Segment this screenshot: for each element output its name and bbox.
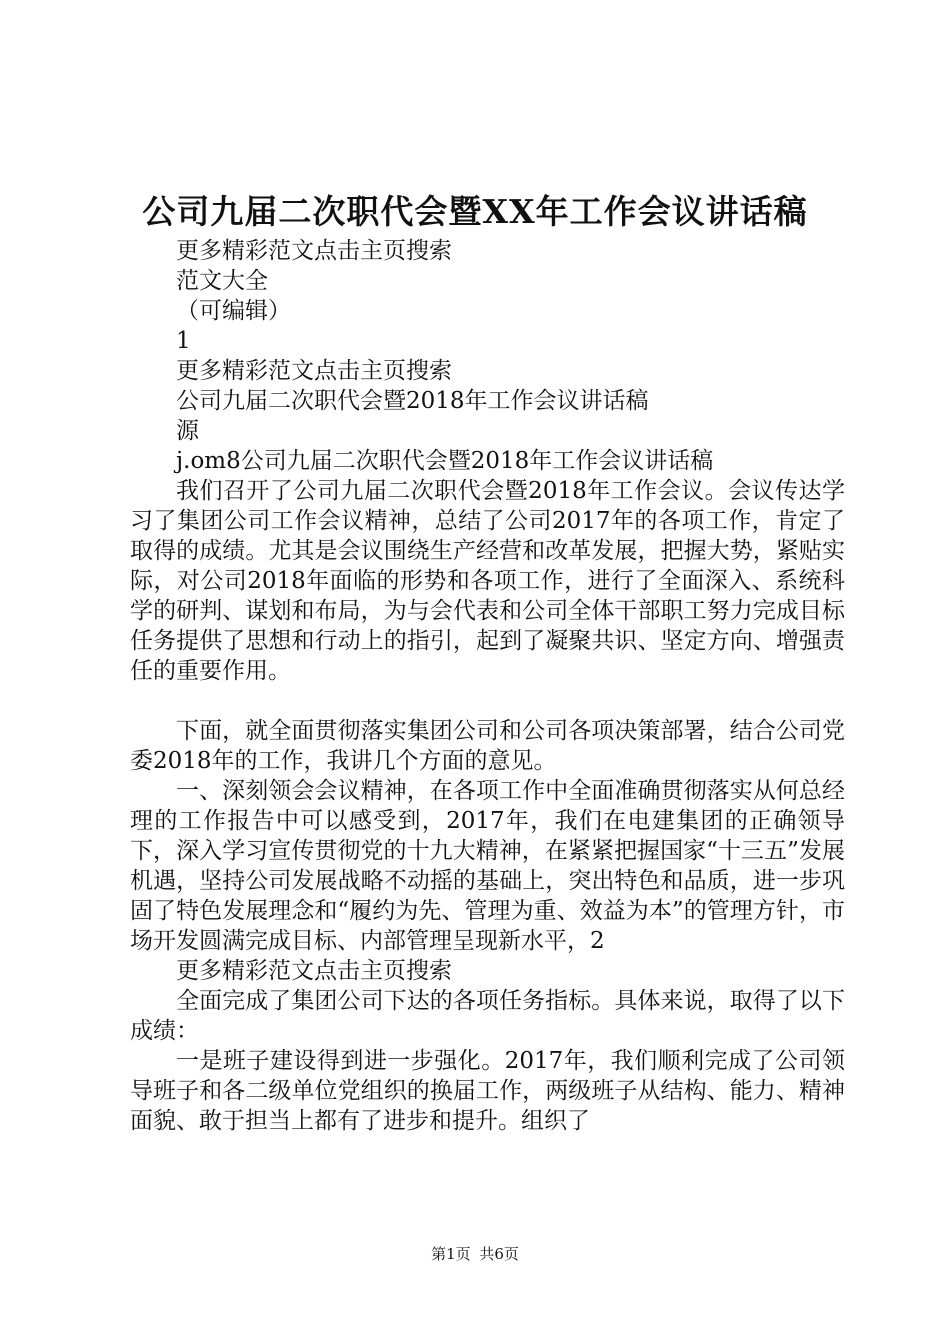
page-number: 第1页 <box>431 1245 471 1263</box>
paragraph: 源 <box>176 418 199 444</box>
paragraph: 我们召开了公司九届二次职代会暨2018年工作会议。会议传达学习了集团公司工作会议精神，总结了公司2017年的各项工作，肯定了取得的成绩。尤其是会议围绕生产经营和改革发展，把握大势，紧贴实际，对公司2018年面临的形势和各项工作，进行了全面深入、系统科学的研判、谋划和布局，为与会代表和公司全体干部职工努力完成目标任务提供了思想和行动上的指引，起到了凝聚共识、坚定方向、增强责任的重要作用。 <box>130 478 845 684</box>
blank-line <box>130 686 845 716</box>
paragraph: 全面完成了集团公司下达的各项任务指标。具体来说，取得了以下成绩： <box>130 988 845 1044</box>
document-title: 公司九届二次职代会暨XX年工作会议讲话稿 <box>142 192 808 231</box>
paragraph: 下面，就全面贯彻落实集团公司和公司各项决策部署，结合公司党委2018年的工作，我讲几个方面的意见。 <box>130 718 845 774</box>
paragraph: j.om8公司九届二次职代会暨2018年工作会议讲话稿 <box>176 448 714 474</box>
paragraph: 范文大全 <box>176 268 268 294</box>
paragraph: 一是班子建设得到进一步强化。2017年，我们顺利完成了公司领导班子和各二级单位党组织的换届工作，两级班子从结构、能力、精神面貌、敢于担当上都有了进步和提升。组织了 <box>130 1048 845 1134</box>
paragraph: 1 <box>176 328 191 354</box>
paragraph: 更多精彩范文点击主页搜索 <box>176 238 452 264</box>
paragraph: 更多精彩范文点击主页搜索 <box>176 358 452 384</box>
paragraph: 公司九届二次职代会暨2018年工作会议讲话稿 <box>176 388 649 414</box>
page-footer <box>0 1243 950 1264</box>
page-total: 共6页 <box>479 1245 519 1263</box>
paragraph: 更多精彩范文点击主页搜索 <box>176 958 452 984</box>
document-body <box>130 236 845 1136</box>
paragraph: （可编辑） <box>176 298 291 324</box>
paragraph: 一、深刻领会会议精神，在各项工作中全面准确贯彻落实从何总经理的工作报告中可以感受到，2017年，我们在电建集团的正确领导下，深入学习宣传贯彻党的十九大精神，在紧紧把握国家“十三五”发展机遇，坚持公司发展战略不动摇的基础上，突出特色和品质，进一步巩固了特色发展理念和“履约为先、管理为重、效益为本”的管理方针，市场开发圆满完成目标、内部管理呈现新水平，2 <box>130 778 845 954</box>
